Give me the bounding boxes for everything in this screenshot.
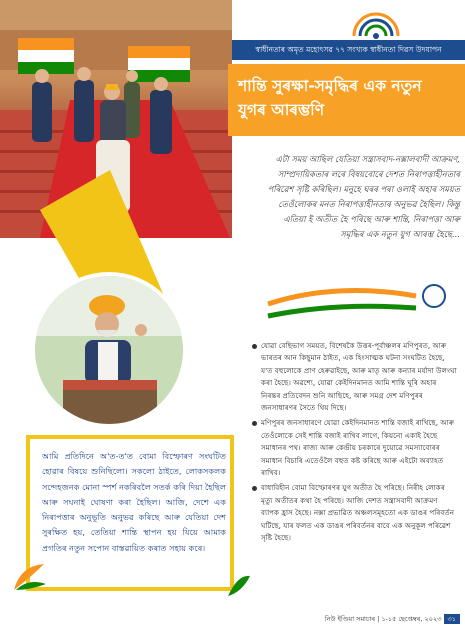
header-strip: স্বাধীনতাৰ অমৃত মহোৎসৱ ৭৭ সংখ্যক স্বাধীনতা দিৱস উদযাপন: [232, 40, 465, 60]
page-footer: নিউ ইণ্ডিয়া সমাচাৰ | ১-১৫ ছেপ্তেম্বৰ, ২০২৩ ৩১: [262, 614, 460, 625]
issue-date: ১-১৫ ছেপ্তেম্বৰ, ২০২৩: [381, 615, 442, 623]
magazine-name: নিউ ইণ্ডিয়া সমাচাৰ: [324, 615, 375, 623]
bullet-item: যোৱা বেছিভাগ সময়ত, বিশেষকৈ উত্তৰ-পূৰ্বাঞ্চলৰ মণিপুৰত, আৰু ভাৰতৰ আন কিছুমান ঠাইত, এক হিংসাত্মক ঘটনা সংঘটিত হৈছে, য'ত বহুলোকে প্ৰাণ হেৰুৱাইছে, আৰু মাতৃ আৰু কন্যাৰ মৰ্যাদা উলংঘা কৰা হৈছে। অৱশ্যে, যোৱা কেইদিনমানত আমি শান্তি ঘূৰি অহাৰ নিৰন্তৰ প্ৰতিবেদন শুনি আছিহে, আৰু সমগ্ৰ দেশ মণিপুৰৰ জনসাধাৰণৰ সৈতে থিয় দিছে।: [252, 340, 457, 414]
pm-speech-photo: [35, 276, 183, 424]
intro-quote: এটা সময় আছিল যেতিয়া সন্ত্ৰাসবাদ-নক্সালবাদী আক্ৰমণ, সাম্প্ৰদায়িকতাৰ লৰে বিষয়বোৰে দেশত নিৰাপত্তাহীনতাৰ পৰিৱেশ সৃষ্টি কৰিছিল। মনুহে ঘৰৰ পৰা ওলাই অহাৰ সময়ত তেওঁলোকৰ মনত নিৰাপত্তাহীনতাৰ অনুভৱ হৈছিল। কিন্তু এতিয়া ই অতীত হৈ পৰিছে আৰু শান্তি, নিৰাপত্তা আৰু সমৃদ্ধিৰ এক নতুন যুগ আৰম্ভ হৈছে...: [267, 154, 460, 239]
flag-swoosh-decoration: [266, 280, 436, 322]
bullet-item: মণিপুৰৰ জনসাধাৰণে যোৱা কেইদিনমানত শান্তি বজাই ৰাখিছে, আৰু তেওঁলোকে সেই শান্তি বজাই ৰাখিব লাগে, কিয়নো একাই হৈছে সমাধানৰ পথ। ৰাজ্য আৰু কেন্দ্ৰীয় চৰকাৰে দুয়োৱে সমস্যাবোৰৰ সমাধান বিচাৰি এতেওঁলৈ বহুত কষ্ট কৰিছে আৰু এইটো অব্যাহত ৰাখিব।: [252, 417, 457, 479]
azadi-ka-amrit-mahotsav-logo: [346, 2, 406, 40]
title-line-2: যুগৰ আৰম্ভণি: [238, 101, 325, 119]
pm-quote-text: আমি প্ৰতিদিনে অ'ত-ত'ত বোমা বিস্ফোৰণ সংঘটিত হোৱাৰ বিষয়ে শুনিছিলো। সকলো ঠাইতে, লোকসকলক সন্দেহজনক মোনা স্পৰ্শ নকৰিবলৈ সতৰ্ক কৰি দিয়া হৈছিল আৰু সঘনাই ঘোষণা কৰা হৈছিল। আজি, দেশে এক নিৰাপত্তাৰ অনুভূতি অনুভৱ কৰিছে আৰু যেতিয়া দেশ সুৰক্ষিত হয়, তেতিয়া শান্তি স্থাপন হয় যিয়ে আমাক প্ৰগতিৰ নতুন সপোন বাস্তৱায়িত কৰাত সহায় কৰে।: [42, 451, 226, 553]
page-title: [238, 74, 458, 122]
decorative-flower-icon: [10, 560, 50, 594]
title-line-1: শান্তি সুৰক্ষা-সমৃদ্ধিৰ এক নতুন: [238, 77, 422, 95]
ashoka-chakra-icon: [422, 284, 446, 308]
bullet-list: [252, 340, 457, 548]
bullet-item: বাধাবিহীন বোমা বিস্ফোৰণৰ যুগ অতীত হৈ পৰিছে। নিৰীহ লোকৰ মৃত্যু অতীতৰ কথা হৈ পৰিছে। আজি দেশত সন্ত্ৰাসবাদী আক্ৰমণ ব্যাপক হ্ৰাস হৈছে। নক্সা প্ৰভাৱিত অঞ্চলসমূহতো এক ডাঙৰ পৰিবৰ্তন ঘটিছে, যাৰ ফলত এক ডাঙৰ পৰিবৰ্তনৰ বাবে এক অনুকূল পৰিৱেশ সৃষ্টি হৈছে।: [252, 482, 457, 544]
decorative-leaf-icon: [224, 570, 254, 600]
page-number: ৩১: [444, 614, 460, 624]
